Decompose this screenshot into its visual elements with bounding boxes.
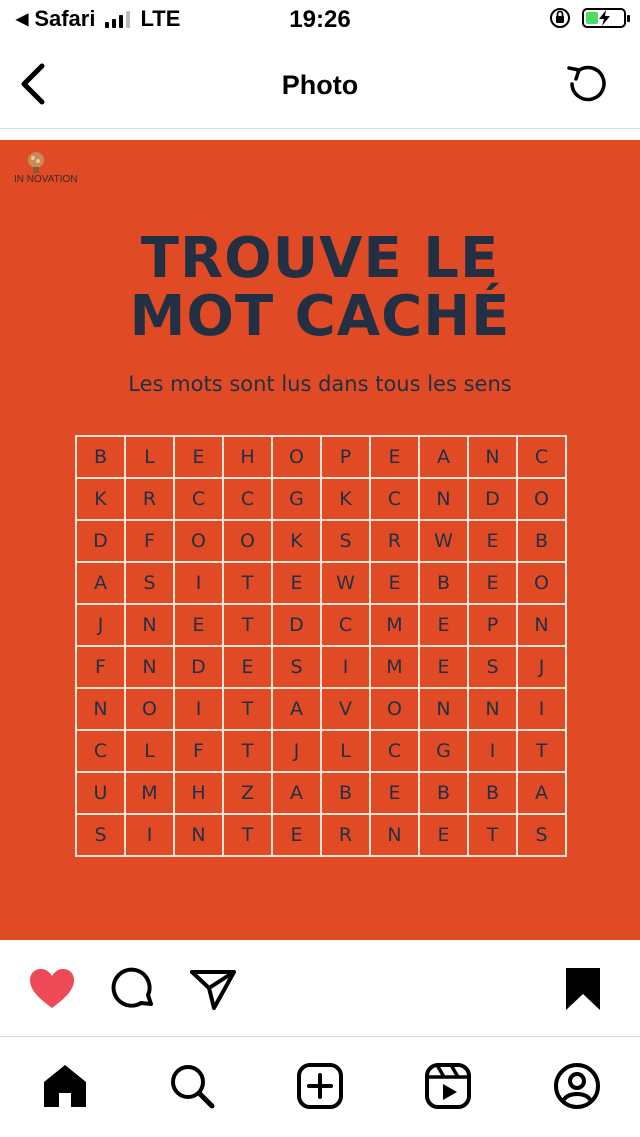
grid-cell: J <box>76 604 125 646</box>
grid-cell: E <box>223 646 272 688</box>
grid-row <box>76 730 566 772</box>
grid-row <box>76 814 566 856</box>
reels-icon <box>423 1061 473 1111</box>
grid-row <box>76 520 566 562</box>
grid-cell: B <box>76 436 125 478</box>
grid-cell: O <box>125 688 174 730</box>
grid-cell: K <box>321 478 370 520</box>
like-button[interactable] <box>27 964 77 1014</box>
grid-cell: I <box>125 814 174 856</box>
tab-home[interactable] <box>40 1061 90 1111</box>
post-actions <box>0 940 640 1036</box>
grid-cell: A <box>419 436 468 478</box>
grid-cell: O <box>223 520 272 562</box>
grid-cell: F <box>76 646 125 688</box>
tab-bar <box>0 1036 640 1137</box>
grid-cell: B <box>321 772 370 814</box>
grid-cell: N <box>125 646 174 688</box>
headline <box>0 226 640 349</box>
grid-cell: E <box>370 772 419 814</box>
grid-row <box>76 772 566 814</box>
grid-cell: H <box>223 436 272 478</box>
grid-cell: E <box>370 562 419 604</box>
grid-row <box>76 604 566 646</box>
grid-cell: S <box>321 520 370 562</box>
send-icon <box>188 964 238 1014</box>
back-triangle-icon: ◀ <box>16 11 29 28</box>
tab-reels[interactable] <box>423 1061 473 1111</box>
grid-cell: D <box>174 646 223 688</box>
grid-cell: G <box>272 478 321 520</box>
grid-cell: R <box>125 478 174 520</box>
grid-cell: A <box>272 688 321 730</box>
subtitle: Les mots sont lus dans tous les sens <box>128 372 512 396</box>
grid-cell: P <box>321 436 370 478</box>
grid-row <box>76 562 566 604</box>
network-label: LTE <box>140 6 181 31</box>
grid-cell: H <box>174 772 223 814</box>
grid-cell: C <box>76 730 125 772</box>
grid-cell: E <box>174 604 223 646</box>
grid-cell: N <box>370 814 419 856</box>
comment-button[interactable] <box>108 964 158 1014</box>
grid-cell: B <box>468 772 517 814</box>
grid-cell: T <box>223 604 272 646</box>
grid-cell: C <box>223 478 272 520</box>
post-image[interactable] <box>0 140 640 940</box>
tab-search[interactable] <box>167 1061 217 1111</box>
grid-cell: T <box>223 730 272 772</box>
status-bar <box>0 0 640 40</box>
grid-cell: E <box>370 436 419 478</box>
grid-cell: J <box>517 646 566 688</box>
logo-text: IN NOVATION <box>14 174 78 185</box>
grid-cell: B <box>517 520 566 562</box>
grid-cell: N <box>76 688 125 730</box>
grid-cell: L <box>321 730 370 772</box>
grid-cell: M <box>370 646 419 688</box>
grid-cell: C <box>370 730 419 772</box>
grid-cell: N <box>468 436 517 478</box>
refresh-icon <box>562 60 610 108</box>
grid-cell: I <box>517 688 566 730</box>
grid-cell: E <box>419 814 468 856</box>
grid-cell: O <box>272 436 321 478</box>
word-search-grid <box>75 435 567 857</box>
grid-cell: S <box>76 814 125 856</box>
comment-icon <box>108 964 158 1014</box>
grid-cell: E <box>272 562 321 604</box>
grid-cell: P <box>468 604 517 646</box>
grid-cell: I <box>321 646 370 688</box>
grid-cell: E <box>468 562 517 604</box>
orientation-lock-icon <box>548 6 572 30</box>
grid-cell: Z <box>223 772 272 814</box>
grid-cell: O <box>370 688 419 730</box>
grid-cell: I <box>174 688 223 730</box>
grid-cell: N <box>419 478 468 520</box>
grid-row <box>76 646 566 688</box>
grid-cell: W <box>419 520 468 562</box>
grid-cell: F <box>174 730 223 772</box>
grid-cell: L <box>125 436 174 478</box>
grid-cell: E <box>419 646 468 688</box>
grid-cell: C <box>321 604 370 646</box>
grid-cell: C <box>517 436 566 478</box>
grid-cell: M <box>370 604 419 646</box>
grid-cell: K <box>76 478 125 520</box>
grid-row <box>76 688 566 730</box>
grid-cell: K <box>272 520 321 562</box>
status-right <box>548 6 626 30</box>
profile-icon <box>552 1061 602 1111</box>
page-title: Photo <box>281 70 359 100</box>
grid-cell: T <box>223 688 272 730</box>
grid-cell: E <box>174 436 223 478</box>
heart-filled-icon <box>27 964 77 1014</box>
grid-cell: B <box>419 772 468 814</box>
grid-cell: S <box>468 646 517 688</box>
grid-cell: I <box>174 562 223 604</box>
grid-cell: S <box>125 562 174 604</box>
grid-cell: R <box>321 814 370 856</box>
grid-cell: W <box>321 562 370 604</box>
lightbulb-icon <box>24 150 48 176</box>
back-app-label: Safari <box>34 6 96 31</box>
grid-cell: E <box>468 520 517 562</box>
grid-cell: I <box>468 730 517 772</box>
grid-row <box>76 436 566 478</box>
grid-cell: E <box>272 814 321 856</box>
grid-cell: S <box>517 814 566 856</box>
grid-cell: D <box>76 520 125 562</box>
grid-cell: T <box>223 814 272 856</box>
grid-cell: B <box>419 562 468 604</box>
grid-cell: D <box>468 478 517 520</box>
grid-cell: N <box>468 688 517 730</box>
grid-cell: U <box>76 772 125 814</box>
headline-line-2: MOT CACHÉ <box>129 284 511 349</box>
save-button[interactable] <box>558 964 608 1014</box>
grid-cell: L <box>125 730 174 772</box>
grid-cell: G <box>419 730 468 772</box>
create-icon <box>295 1061 345 1111</box>
bookmark-filled-icon <box>558 964 608 1014</box>
grid-cell: N <box>125 604 174 646</box>
grid-cell: N <box>174 814 223 856</box>
grid-cell: T <box>223 562 272 604</box>
grid-cell: A <box>76 562 125 604</box>
battery-icon <box>582 8 626 28</box>
nav-bar <box>0 40 640 129</box>
share-button[interactable] <box>188 964 238 1014</box>
grid-cell: N <box>517 604 566 646</box>
grid-row <box>76 478 566 520</box>
grid-cell: E <box>419 604 468 646</box>
grid-cell: O <box>174 520 223 562</box>
grid-cell: T <box>468 814 517 856</box>
search-icon <box>167 1061 217 1111</box>
grid-cell: T <box>517 730 566 772</box>
grid-cell: D <box>272 604 321 646</box>
grid-cell: N <box>419 688 468 730</box>
home-icon <box>40 1061 90 1111</box>
grid-cell: A <box>272 772 321 814</box>
grid-cell: O <box>517 562 566 604</box>
grid-cell: F <box>125 520 174 562</box>
grid-cell: A <box>517 772 566 814</box>
refresh-button[interactable] <box>562 60 610 108</box>
grid-cell: O <box>517 478 566 520</box>
grid-cell: C <box>174 478 223 520</box>
grid-cell: R <box>370 520 419 562</box>
tab-create[interactable] <box>295 1061 345 1111</box>
grid-cell: J <box>272 730 321 772</box>
headline-line-1: TROUVE LE <box>140 226 500 291</box>
tab-profile[interactable] <box>552 1061 602 1111</box>
status-time: 19:26 <box>289 6 351 33</box>
grid-cell: V <box>321 688 370 730</box>
grid-cell: M <box>125 772 174 814</box>
innovation-logo <box>14 150 104 194</box>
grid-cell: C <box>370 478 419 520</box>
grid-cell: S <box>272 646 321 688</box>
